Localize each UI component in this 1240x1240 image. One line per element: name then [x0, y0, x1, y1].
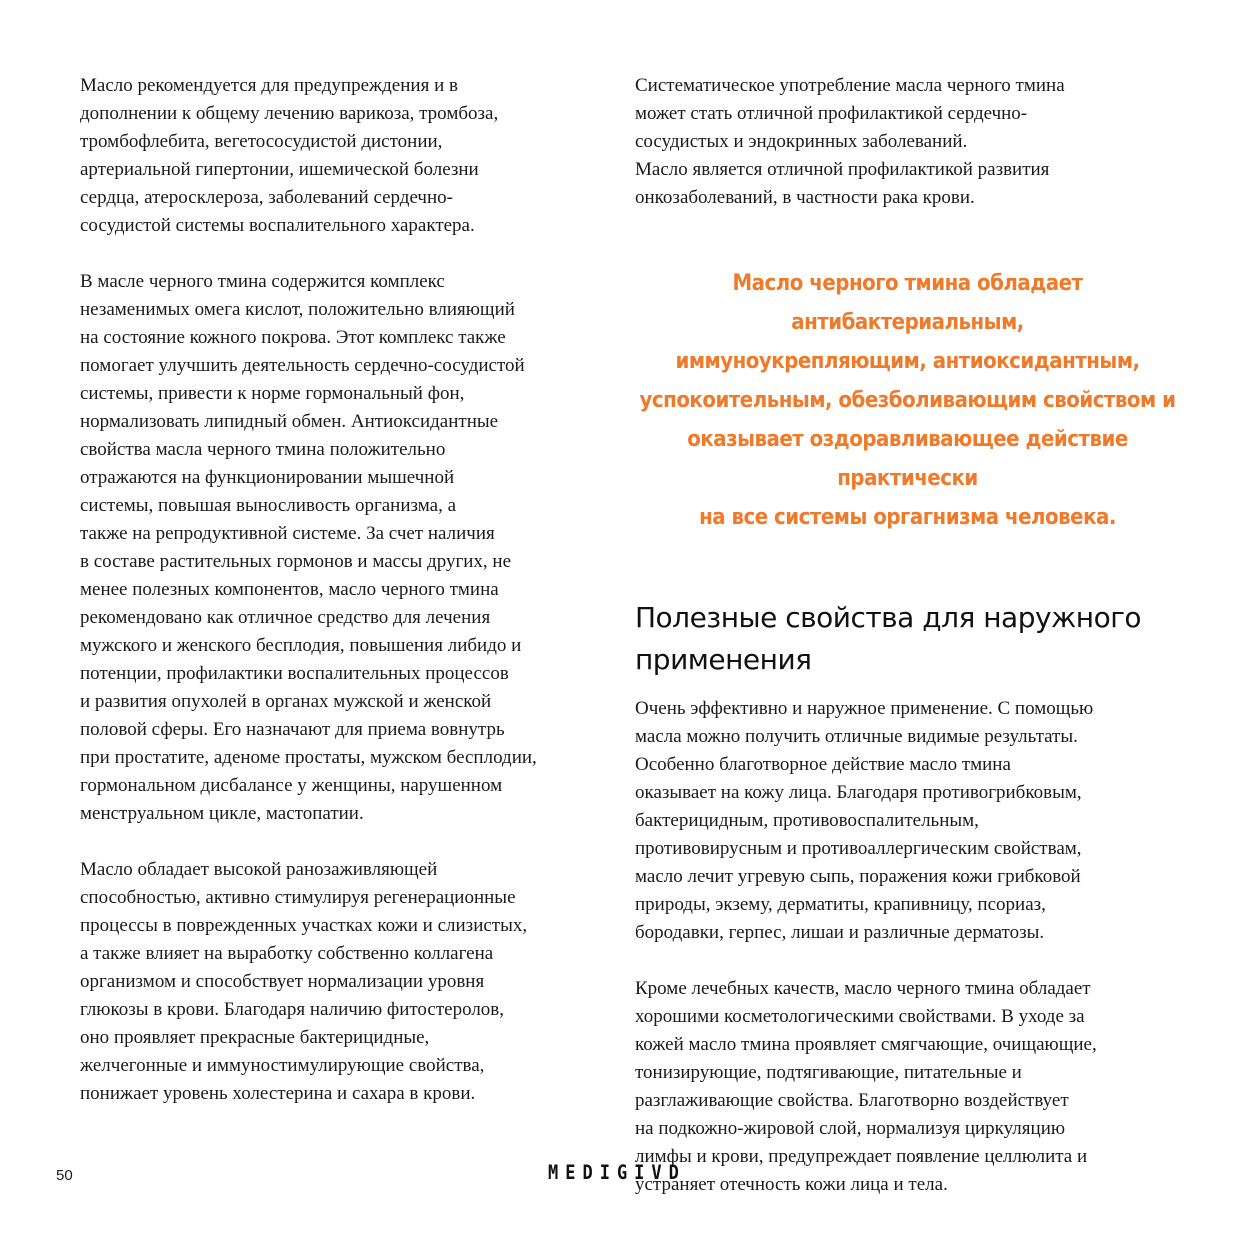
paragraph: Систематическое употребление масла черного тмина может стать отличной профилактикой сердечно- сосудистых и эндокринных заболеваний. Масло является отличной профилактикой развития онкозаболеваний, в частности рака крови.: [635, 75, 1065, 208]
right-column: [635, 72, 1180, 1199]
paragraph: Масло рекомендуется для предупреждения и в дополнении к общему лечению варикоза, тромбоза, тромбофлебита, вегетососудистой дистонии, артериальной гипертонии, ишемической болезни сердца, атеросклероза, заболеваний сердечно- сосудистой системы воспалительного характера.: [80, 75, 499, 236]
paragraph: В масле черного тмина содержится комплекс незаменимых омега кислот, положительно влияющий на состояние кожного покрова. Этот комплекс также помогает улучшить деятельность сердечно-сосудистой системы, привести к норме гормональный фон, нормализовать липидный обмен. Антиоксидантные свойства масла черного тмина положительно отражаются на функционировании мышечной системы, повышая выносливость организма, а также на репродуктивной системе. За счет наличия в составе растительных гормонов и массы других, не менее полезных компонентов, масло черного тмина рекомендовано как отличное средство для лечения мужского и женского бесплодия, повышения либидо и потенции, профилактики воспалительных процессов и развития опухолей в органах мужской и женской половой сферы. Его назначают для приема вовнутрь при простатите, аденоме простаты, мужском бесплодии, гормональном дисбалансе у женщины, нарушенном менструальном цикле, мастопатии.: [80, 271, 537, 824]
paragraph: Очень эффективно и наружное применение. С помощью масла можно получить отличные видимые результаты. Особенно благотворное действие масло тмина оказывает на кожу лица. Благодаря противогрибковым, бактерицидным, противовоспалительным, противовирусным и противоаллергическим свойствам, масло лечит угревую сыпь, поражения кожи грибковой природы, экзему, дерматиты, крапивницу, псориаз, бородавки, герпес, лишаи и различные дерматозы.: [635, 698, 1094, 943]
page-number: 50: [56, 1167, 73, 1184]
paragraph: Кроме лечебных качеств, масло черного тмина обладает хорошими косметологическими свойствами. В уходе за кожей масло тмина проявляет смягчающие, очищающие, тонизирующие, подтягивающие, питательные и разглаживающие свойства. Благотворно воздействует на подкожно-жировой слой, нормализуя циркуляцию лимфы и крови, предупреждает появление целлюлита и устраняет отечность кожи лица и тела.: [635, 978, 1097, 1195]
brand-logo: MEDIGIVD: [548, 1161, 686, 1185]
paragraph: Масло обладает высокой ранозаживляющей способностью, активно стимулируя регенерационные процессы в поврежденных участках кожи и слизистых, а также влияет на выработку собственно коллагена организмом и способствует нормализации уровня глюкозы в крови. Благодаря наличию фитостеролов, оно проявляет прекрасные бактерицидные, желчегонные и иммуностимулирующие свойства, понижает уровень холестерина и сахара в крови.: [80, 859, 528, 1104]
left-column: [80, 72, 610, 1108]
pull-quote: Масло черного тмина обладает антибактериальным, иммуноукрепляющим, антиоксидантным, успокоительным, обезболивающим свойством и оказывает оздоравливающее действие практически на все системы оргагнизма человека.: [639, 271, 1176, 530]
section-heading: Полезные свойства для наружного применения: [635, 601, 1142, 676]
